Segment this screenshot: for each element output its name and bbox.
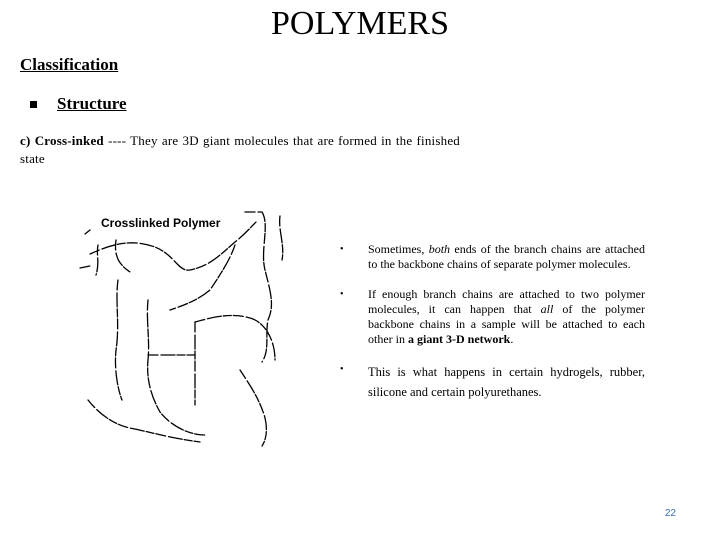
bullet-text: Sometimes, both ends of the branch chains are attached to the backbone chains of separate polymer molecules. <box>368 242 646 271</box>
polymer-chain-inner <box>147 300 205 435</box>
crosslinked-polymer-sketch <box>70 200 310 450</box>
bullet-text: This is what happens in certain hydrogels, rubber, silicone and certain polyurethanes. <box>368 365 645 399</box>
bullet-points <box>340 242 645 417</box>
structure-bullet <box>30 94 127 114</box>
cross-linked-description <box>20 132 460 168</box>
branch-chain <box>280 216 283 260</box>
description-label: c) Cross-inked <box>20 133 104 148</box>
bullet-text: If enough branch chains are attached to two polymer molecules, it can happen that all of the polymer backbone chains in a sample will be attached to each other in a giant 3-D network. <box>368 287 645 346</box>
chain-fragment <box>85 230 90 234</box>
polymer-chain-bottom <box>88 400 200 442</box>
list-item <box>340 287 645 347</box>
polymer-chain-left <box>115 280 122 400</box>
crosslinked-polymer-diagram <box>70 200 310 450</box>
polymer-chain-lower-right <box>240 370 266 446</box>
description-text: ---- They are 3D giant molecules that are formed in the finished state <box>20 133 461 166</box>
section-heading: Classification <box>20 55 119 74</box>
slide-title: POLYMERS <box>271 5 449 42</box>
bullet-icon: • <box>340 244 344 255</box>
list-item <box>340 362 645 402</box>
polymer-chain-right <box>245 212 271 362</box>
page-number: 22 <box>664 508 676 519</box>
polymer-chain-middle <box>170 245 235 310</box>
structure-heading: Structure <box>57 94 127 113</box>
square-bullet-icon <box>30 101 37 108</box>
bullet-icon: • <box>340 289 344 300</box>
chain-fragment <box>80 266 90 268</box>
diagram-label: Crosslinked Polymer <box>101 216 221 230</box>
branch-chain <box>96 245 98 275</box>
polymer-chain-connector <box>195 315 275 360</box>
list-item <box>340 242 645 272</box>
bullet-icon: • <box>340 364 344 375</box>
